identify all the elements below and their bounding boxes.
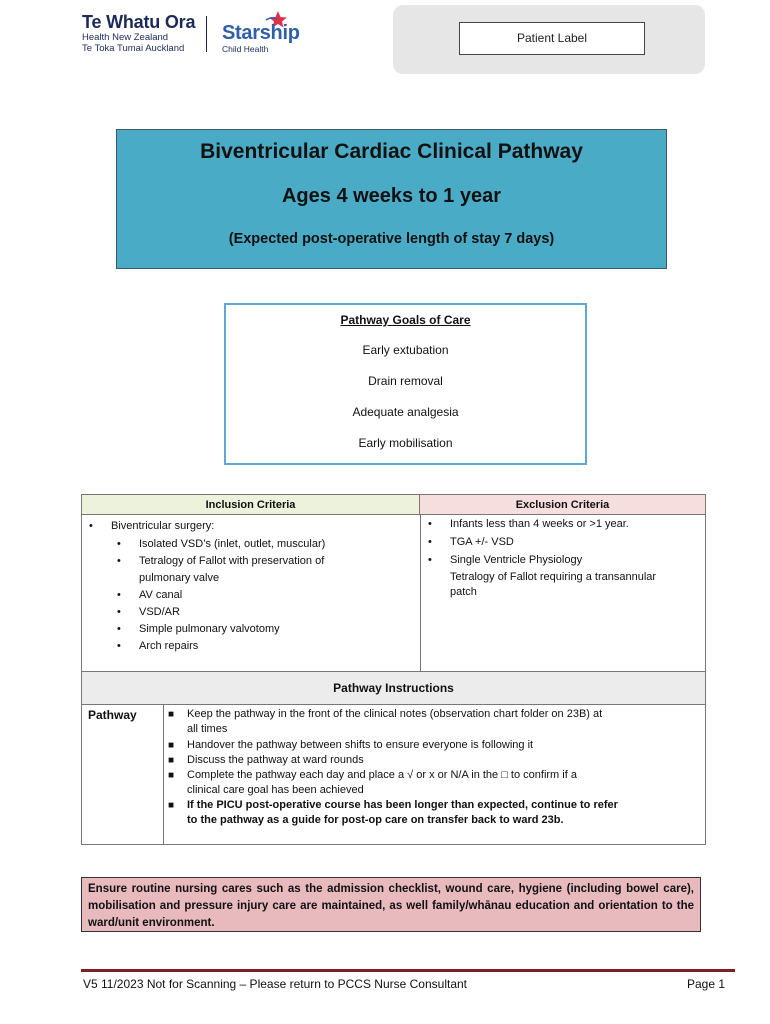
nursing-care-notice: Ensure routine nursing cares such as the admission checklist, wound care, hygiene (including bowel care), mobilisation and pressure injury care are maintained, as well family/whānau education and orientation to the ward/unit environment. — [81, 877, 701, 932]
goals-heading: Pathway Goals of Care — [340, 313, 471, 327]
page-number: Page 1 — [687, 977, 726, 991]
bullet-icon: ■ — [168, 770, 175, 781]
pathway-heading: Pathway Instructions — [82, 672, 705, 705]
age-range: Ages 4 weeks to 1 year — [281, 185, 501, 207]
exclusion-item: Single Ventricle Physiology — [450, 554, 583, 566]
exclusion-header: Exclusion Criteria — [420, 495, 705, 515]
goal-item: Drain removal — [368, 374, 443, 388]
page-title: Biventricular Cardiac Clinical Pathway — [200, 140, 583, 163]
starship-logo — [220, 10, 320, 54]
instruction-item-continued: all times — [187, 723, 228, 735]
goal-item: Early extubation — [362, 343, 449, 357]
bullet-icon: • — [428, 554, 432, 566]
instruction-item-continued: clinical care goal has been achieved — [187, 784, 364, 796]
inclusion-main: Biventricular surgery: — [111, 520, 215, 532]
bullet-icon: • — [89, 520, 93, 532]
exclusion-item: Tetralogy of Fallot requiring a transannular — [450, 571, 657, 583]
bullet-icon: • — [117, 623, 121, 635]
bullet-icon: ■ — [168, 755, 175, 766]
bullet-icon: ■ — [168, 800, 175, 811]
bullet-icon: • — [428, 518, 432, 530]
inclusion-item: Isolated VSD’s (inlet, outlet, muscular) — [139, 538, 326, 550]
logo-org-region: Te Toka Tumai Auckland — [82, 43, 185, 54]
goal-item: Early mobilisation — [358, 436, 453, 450]
length-of-stay: (Expected post-operative length of stay 7 days) — [228, 231, 555, 247]
goals-box — [224, 303, 587, 465]
instruction-item: Handover the pathway between shifts to ensure everyone is following it — [187, 739, 534, 751]
bullet-icon: • — [117, 555, 121, 567]
footer-version-note: V5 11/2023 Not for Scanning – Please return to PCCS Nurse Consultant — [83, 977, 467, 991]
instruction-item: Keep the pathway in the front of the clinical notes (observation chart folder on 23B) at — [187, 708, 603, 720]
logo-divider — [206, 16, 207, 52]
instruction-item: Discuss the pathway at ward rounds — [187, 754, 364, 766]
criteria-table — [81, 494, 706, 672]
te-whatu-ora-logo — [82, 12, 195, 54]
goal-item: Adequate analgesia — [352, 405, 459, 419]
instruction-item-continued: to the pathway as a guide for post-op care on transfer back to ward 23b. — [187, 814, 564, 826]
inclusion-item: Tetralogy of Fallot with preservation of — [139, 555, 325, 567]
instruction-item: If the PICU post-operative course has been longer than expected, continue to refer — [187, 799, 618, 811]
bullet-icon: • — [117, 589, 121, 601]
pathway-instructions — [81, 672, 706, 845]
exclusion-item: TGA +/- VSD — [450, 536, 514, 548]
exclusion-item-continued: patch — [450, 586, 477, 598]
inclusion-item: VSD/AR — [139, 606, 180, 618]
pathway-label: Pathway — [82, 705, 164, 844]
logo-org-subtitle: Health New Zealand — [82, 32, 169, 43]
footer-rule — [81, 969, 735, 972]
inclusion-item: AV canal — [139, 589, 183, 601]
inclusion-header: Inclusion Criteria — [82, 495, 420, 515]
logo-brand-name: Starship — [222, 22, 300, 44]
instruction-item: Complete the pathway each day and place a √ or x or N/A in the □ to confirm if a — [187, 769, 577, 781]
logo-org-name: Te Whatu Ora — [82, 12, 196, 32]
inclusion-item: Arch repairs — [139, 640, 199, 652]
patient-label-box: Patient Label — [459, 22, 645, 55]
logo-brand-subtitle: Child Health — [222, 44, 269, 54]
exclusion-item: Infants less than 4 weeks or >1 year. — [450, 518, 629, 530]
bullet-icon: ■ — [168, 709, 175, 720]
inclusion-item-continued: pulmonary valve — [139, 572, 220, 584]
bullet-icon: • — [117, 640, 121, 652]
inclusion-item: Simple pulmonary valvotomy — [139, 623, 280, 635]
bullet-icon: • — [117, 538, 121, 550]
column-divider — [420, 515, 421, 671]
bullet-icon: • — [117, 606, 121, 618]
bullet-icon: ■ — [168, 740, 175, 751]
title-box — [116, 129, 667, 269]
bullet-icon: • — [428, 536, 432, 548]
